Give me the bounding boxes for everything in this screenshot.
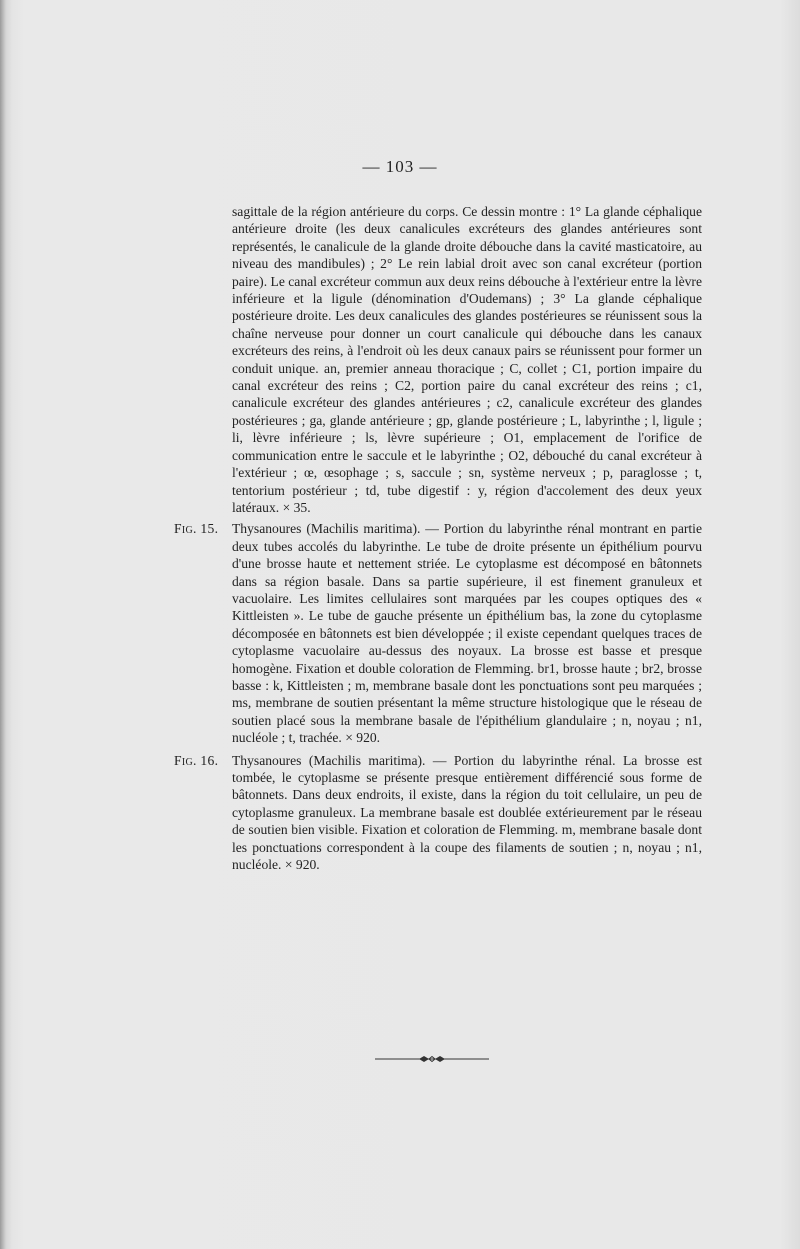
body-text: [174, 203, 702, 873]
figure-15-label: Fig. 15.: [174, 521, 219, 537]
page-number: — 103 —: [362, 157, 438, 176]
figure-15-caption: Thysanoures (Machilis maritima). — Portion du labyrinthe rénal montrant en partie deux tubes accolés du labyrinthe. Le tube de droite présente un épithélium pourvu d'une brosse haute et nettement striée. Le cytoplasme est décomposé en bâtonnets dans sa région basale. Dans sa partie supérieure, il est finement granuleux et vacuolaire. Les limites cellulaires sont marquées par les coupes optiques des « Kittleisten ». Le tube de gauche présente un épithélium bas, la zone du cytoplasme décomposée en bâtonnets est bien développée ; il existe cependant quelques traces de cytoplasme vacuolaire au-dessus des noyaux. La brosse est basse et presque homogène. Fixation et double coloration de Flemming. br1, brosse haute ; br2, brosse basse : k, Kittleisten ; m, membrane basale dont les ponctuations sont peu marquées ; ms, membrane de soutien présentant la même structure histologique que le réseau de soutien placé sous la membrane basale de l'épithélium glandulaire ; n, noyau ; n1, nucléole ; t, trachée. × 920.: [232, 521, 702, 746]
end-ornament: [375, 1054, 489, 1064]
figure-16-caption: Thysanoures (Machilis maritima). — Portion du labyrinthe rénal. La brosse est tombée, le cytoplasme se présente presque entièrement différencié sous forme de bâtonnets. Dans deux endroits, il existe, dans la région du toit cellulaire, un peu de cytoplasme granuleux. La membrane basale est doublée extérieurement par le réseau de soutien bien visible. Fixation et coloration de Flemming. m, membrane basale dont les ponctuations correspondent à la coupe des filaments de soutien ; n, noyau ; n1, nucléole. × 920.: [232, 752, 702, 873]
continued-legend-paragraph: sagittale de la région antérieure du corps. Ce dessin montre : 1° La glande céphalique antérieure droite (les deux canalicules excréteurs des glandes antérieures sont représentés, le canalicule de la glande droite débouche dans la cavité masticatoire, au niveau des mandibules) ; 2° Le rein labial droit avec son canal excréteur (portion paire). Le canal excréteur commun aux deux reins débouche à l'extérieur entre la lèvre inférieure et la ligule (dénomination d'Oudemans) ; 3° La glande céphalique postérieure droite. Les deux canalicules des glandes postérieures se réunissent sous la chaîne nerveuse pour donner un court canalicule qui débouche dans les canaux excréteurs des reins, à l'endroit où les deux canaux pairs se réunissent pour former un conduit unique. an, premier anneau thoracique ; C, collet ; C1, portion impaire du canal excréteur des reins ; C2, portion paire du canal excréteur des reins ; c1, canalicule excréteur des glandes antérieures ; c2, canalicule excréteur des glandes postérieures ; ga, glande antérieure ; gp, glande postérieure ; L, labyrinthe ; l, ligule ; li, lèvre inférieure ; ls, lèvre supérieure ; O1, emplacement de l'orifice de communication entre le saccule et le labyrinthe ; O2, débouché du canal excréteur à l'extérieur ; œ, œsophage ; s, saccule ; sn, système nerveux ; p, paraglosse ; t, tentorium postérieur ; td, tube digestif : y, région d'accolement des deux yeux latéraux. × 35.: [232, 204, 702, 515]
figure-15-entry: [174, 520, 702, 746]
figure-16-label: Fig. 16.: [174, 752, 219, 768]
figure-16-entry: [174, 752, 702, 874]
